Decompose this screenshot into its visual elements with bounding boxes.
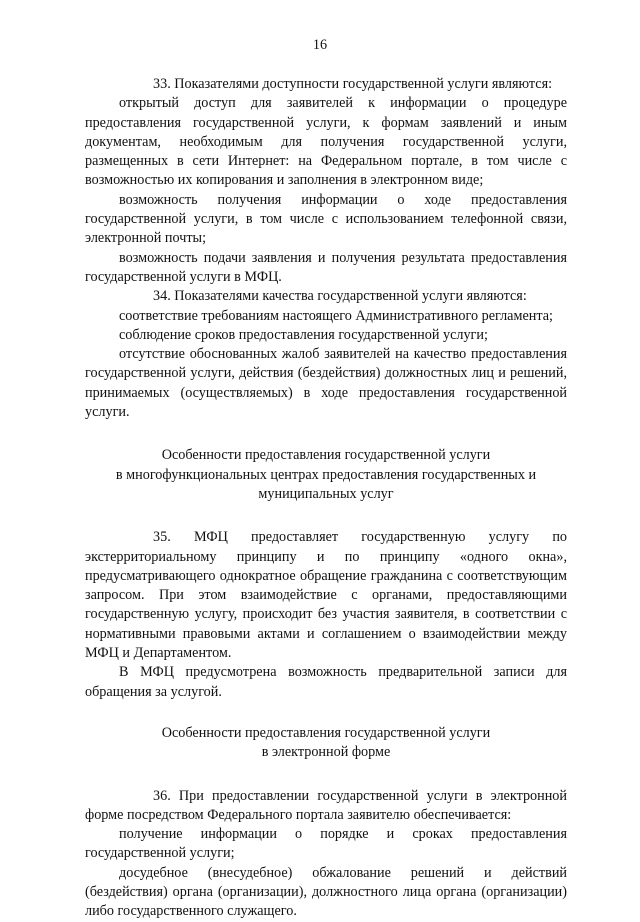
heading-line: в электронной форме [261, 744, 391, 761]
section-heading-electronic [85, 724, 567, 763]
paragraph-34-item-3: отсутствие обоснованных жалоб заявителей на качество предоставления государственной услуги, действия (бездействия) должностных лиц и решений, принимаемых (осуществляемых) в ходе предоставления государственной услуги. [85, 346, 567, 421]
paragraph-36-item-1: получение информации о порядке и сроках предоставления государственной услуги; [85, 826, 567, 862]
spacer [85, 504, 567, 528]
paragraph-34-lead [85, 287, 567, 306]
paragraph-36-item-2: досудебное (внесудебное) обжалование решений и действий (бездействия) органа (организации), должностного лица органа (организации) либо государственного служащего. [85, 864, 567, 920]
section-heading-mfc [85, 446, 567, 504]
paragraph-33-item-1: открытый доступ для заявителей к информации о процедуре предоставления государственной услуги, к формам заявлений и иным документам, необходимым для получения государственной услуги, размещенных в сети Интернет: на Федеральном портале, в том числе с возможностью их копирования и заполнения в электронном виде; [85, 95, 567, 189]
paragraph-34-item-2: соблюдение сроков предоставления государственной услуги; [119, 326, 488, 343]
spacer [85, 422, 567, 446]
paragraph-text: МФЦ предоставляет государственную услугу по экстерриториальному принципу и по принципу «одного окна», предусматривающего однократное обращение гражданина с соответствующим запросом. При этом взаимодействие с органами, предоставляющими государственную услугу, происходит без участия заявителя, в соответствии с нормативными правовыми актами и соглашением о взаимодействии между МФЦ и Департаментом. [85, 529, 567, 662]
heading-line: Особенности предоставления государственной услуги [161, 724, 491, 741]
heading-line: в многофункциональных центрах предоставления государственных и [115, 466, 537, 483]
paragraph-number: 33. [153, 76, 171, 92]
paragraph-lead-text: Показателями доступности государственной услуги являются: [174, 76, 553, 92]
paragraph-33-lead [85, 75, 567, 94]
paragraph-number: 36. [153, 787, 171, 804]
paragraph-number: 35. [153, 529, 171, 546]
paragraph-33-item-2: возможность получения информации о ходе предоставления государственной услуги, в том числе с использованием телефонной связи, электронной почты; [85, 191, 567, 247]
paragraph-35 [85, 528, 567, 663]
paragraph-33-item-3: возможность подачи заявления и получения результата предоставления государственной услуги в МФЦ. [85, 249, 567, 285]
page-number: 16 [312, 37, 328, 53]
paragraph-number: 34. [153, 288, 171, 305]
paragraph-34-item-1: соответствие требованиям настоящего Административного регламента; [119, 307, 553, 324]
document-body [85, 75, 567, 922]
paragraph-lead-text: При предоставлении государственной услуги в электронной форме посредством Федерального портала заявителю обеспечивается: [85, 787, 567, 823]
spacer [85, 763, 567, 787]
paragraph-35-note: В МФЦ предусмотрена возможность предварительной записи для обращения за услугой. [85, 664, 567, 700]
paragraph-36-lead [85, 787, 567, 826]
paragraph-lead-text: Показателями качества государственной услуги являются: [174, 288, 527, 305]
spacer [85, 702, 567, 724]
heading-line: Особенности предоставления государственной услуги [161, 447, 491, 464]
heading-line: муниципальных услуг [258, 485, 394, 502]
